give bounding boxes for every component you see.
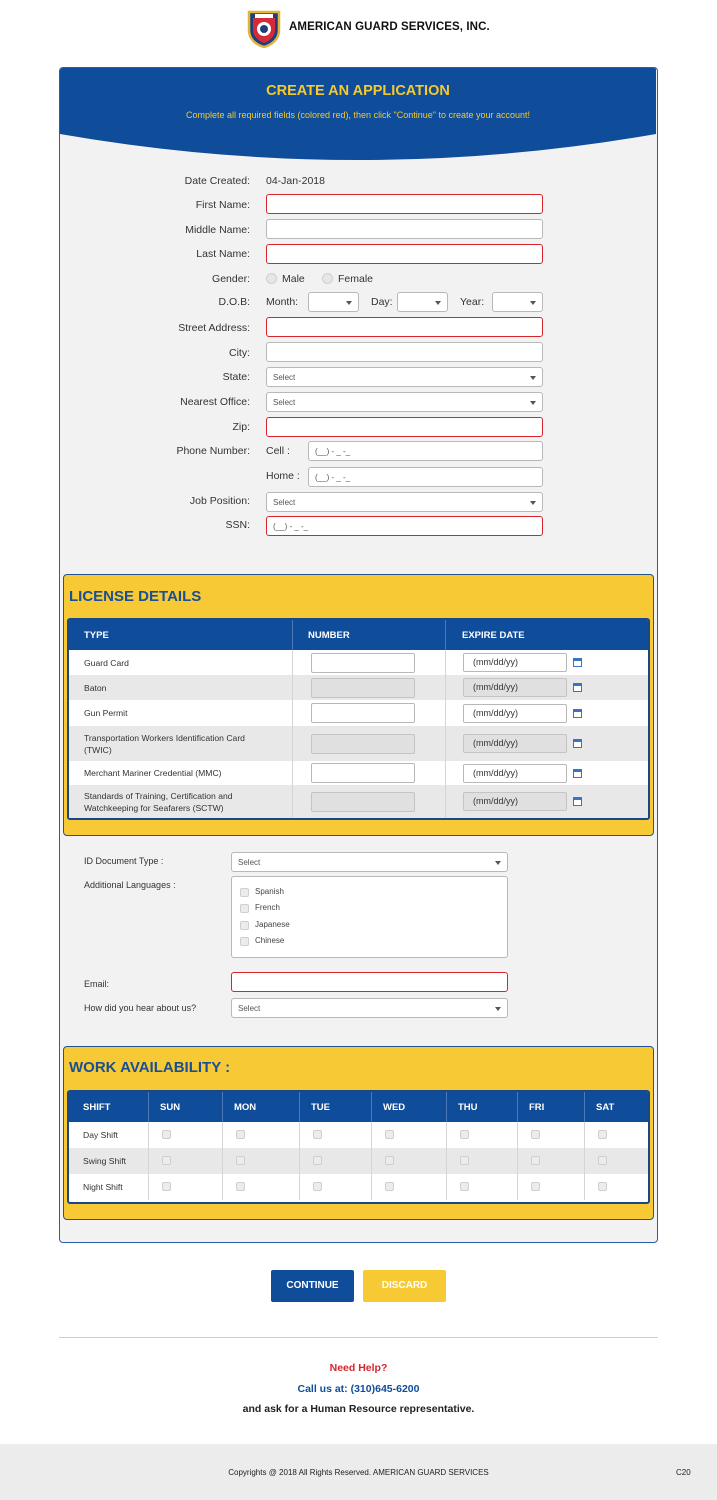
dob-year-label: Year: [460,296,485,308]
license-row [69,650,648,675]
availability-checkbox[interactable] [531,1182,540,1191]
job-position-select[interactable] [266,492,543,512]
availability-checkbox[interactable] [162,1156,171,1165]
license-row [69,700,648,726]
nearest-office-label: Nearest Office: [180,396,250,408]
col-day-sat: SAT [596,1102,615,1113]
continue-button[interactable]: CONTINUE [271,1270,354,1302]
middle-name-label: Middle Name: [185,224,250,236]
zip-label: Zip: [232,421,250,433]
availability-checkbox[interactable] [460,1156,469,1165]
license-table [67,618,650,820]
chevron-down-icon [530,301,536,305]
hear-about-label: How did you hear about us? [84,1003,197,1013]
chevron-down-icon [530,401,536,405]
lang-french-label: French [255,903,280,912]
state-label: State: [222,371,250,383]
ssn-label: SSN: [225,519,250,531]
last-name-input[interactable] [266,244,543,264]
license-row [69,726,648,761]
availability-table [67,1090,650,1204]
city-label: City: [229,347,250,359]
company-name: AMERICAN GUARD SERVICES, INC. [289,21,490,33]
availability-checkbox[interactable] [460,1182,469,1191]
page-title: CREATE AN APPLICATION [266,83,450,99]
home-phone-placeholder: (__) - _ -_ [315,473,351,482]
nearest-office-select[interactable] [266,392,543,412]
license-type: Transportation Workers Identification Card (TWIC) [84,732,245,755]
lang-chinese-label: Chinese [255,936,285,945]
license-expire-input: (mm/dd/yy) [463,678,567,697]
col-day-sun: SUN [160,1102,181,1113]
availability-checkbox[interactable] [385,1156,394,1165]
cell-label: Cell : [266,445,290,457]
hear-about-select[interactable] [231,998,508,1018]
availability-checkbox[interactable] [598,1182,607,1191]
email-input[interactable] [231,972,508,992]
email-label: Email: [84,979,110,989]
license-expire-input[interactable]: (mm/dd/yy) [463,704,567,723]
license-expire-input[interactable]: (mm/dd/yy) [463,653,567,672]
col-day-mon: MON [234,1102,257,1113]
ask-hr-text: and ask for a Human Resource representative. [242,1403,475,1415]
calendar-icon[interactable] [573,709,582,718]
dob-day-label: Day: [371,296,393,308]
col-number: NUMBER [308,630,350,641]
state-select[interactable] [266,367,543,387]
dob-day-select[interactable] [397,292,448,312]
lang-french-checkbox[interactable] [240,904,249,913]
gender-male-label: Male [282,273,305,285]
id-document-select[interactable] [231,852,508,872]
city-input[interactable] [266,342,543,362]
availability-checkbox[interactable] [236,1156,245,1165]
cell-phone-input[interactable] [308,441,543,461]
last-name-label: Last Name: [196,248,250,260]
lang-japanese-checkbox[interactable] [240,921,249,930]
calendar-icon[interactable] [573,769,582,778]
phone-number-label: Phone Number: [176,445,250,457]
availability-checkbox[interactable] [236,1182,245,1191]
job-position-value: Select [273,498,296,507]
gender-female-radio[interactable] [322,273,333,284]
license-number-input[interactable] [311,763,415,783]
lang-chinese-checkbox[interactable] [240,937,249,946]
hear-about-value: Select [238,1004,261,1013]
chevron-down-icon [346,301,352,305]
copyright-text: Copyrights @ 2018 All Rights Reserved. AMERICAN GUARD SERVICES [228,1468,489,1477]
col-shift: SHIFT [83,1102,111,1113]
street-address-input[interactable] [266,317,543,337]
shift-label: Day Shift [83,1130,118,1140]
need-help-text: Need Help? [329,1362,388,1374]
col-day-wed: WED [383,1102,406,1113]
id-document-value: Select [238,858,261,867]
availability-checkbox[interactable] [385,1182,394,1191]
home-phone-input[interactable] [308,467,543,487]
availability-checkbox[interactable] [598,1130,607,1139]
dob-year-select[interactable] [492,292,543,312]
chevron-down-icon [495,1007,501,1011]
gender-female-label: Female [338,273,374,285]
col-day-tue: TUE [311,1102,330,1113]
call-us-text: Call us at: (310)645-6200 [297,1383,420,1395]
street-address-label: Street Address: [178,322,250,334]
calendar-icon[interactable] [573,658,582,667]
availability-checkbox[interactable] [162,1130,171,1139]
work-availability-title: WORK AVAILABILITY : [69,1059,231,1076]
date-created-label: Date Created: [184,175,250,187]
license-row [69,761,648,785]
shift-label: Night Shift [83,1182,123,1192]
gender-label: Gender: [212,273,250,285]
date-created-value: 04-Jan-2018 [266,175,325,187]
col-day-fri: FRI [529,1102,545,1113]
license-number-input [311,792,415,812]
first-name-input[interactable] [266,194,543,214]
nearest-office-value: Select [273,398,296,407]
availability-row [69,1148,648,1174]
discard-button[interactable]: DISCARD [363,1270,446,1302]
availability-checkbox[interactable] [313,1182,322,1191]
license-type: Gun Permit [84,708,128,718]
zip-input[interactable] [266,417,543,437]
col-expire-date: EXPIRE DATE [462,630,525,641]
license-row [69,675,648,700]
languages-list [231,876,508,958]
license-expire-input: (mm/dd/yy) [463,792,567,811]
dob-month-select[interactable] [308,292,359,312]
job-position-label: Job Position: [189,495,250,507]
license-details-title: LICENSE DETAILS [69,588,202,605]
page-subtitle: Complete all required fields (colored red), then click "Continue" to create your account! [185,110,531,120]
availability-table-header [69,1092,648,1122]
availability-checkbox[interactable] [162,1182,171,1191]
dob-label: D.O.B: [218,296,250,308]
ssn-input[interactable] [266,516,543,536]
divider [59,1337,658,1338]
license-type: Baton [84,682,107,693]
availability-checkbox[interactable] [531,1156,540,1165]
middle-name-input[interactable] [266,219,543,239]
col-day-thu: THU [458,1102,478,1113]
page-footer [0,1444,717,1500]
availability-checkbox[interactable] [236,1130,245,1139]
ssn-placeholder: (__) - _ -_ [273,522,309,531]
availability-checkbox[interactable] [460,1130,469,1139]
license-number-input[interactable] [311,703,415,723]
availability-row [69,1122,648,1148]
availability-row [69,1174,648,1200]
home-label: Home : [266,470,300,482]
shift-label: Swing Shift [83,1156,126,1166]
additional-languages-label: Additional Languages : [84,880,176,890]
chevron-down-icon [495,861,501,865]
availability-checkbox[interactable] [598,1156,607,1165]
license-expire-input: (mm/dd/yy) [463,734,567,753]
lang-spanish-label: Spanish [255,887,284,896]
license-type: Merchant Mariner Credential (MMC) [84,768,222,778]
calendar-icon[interactable] [573,797,582,806]
calendar-icon[interactable] [573,683,582,692]
dob-month-label: Month: [266,296,299,308]
chevron-down-icon [530,501,536,505]
availability-checkbox[interactable] [531,1130,540,1139]
chevron-down-icon [435,301,441,305]
license-table-header [69,620,648,650]
work-availability-section [63,1046,654,1220]
license-type: Standards of Training, Certification and Watchkeeping for Seafarers (SCTW) [84,790,233,813]
first-name-label: First Name: [195,199,250,211]
application-banner [60,68,656,158]
col-type: TYPE [84,630,109,641]
license-number-input [311,678,415,698]
license-type: Guard Card [84,657,129,668]
availability-checkbox[interactable] [313,1130,322,1139]
state-select-value: Select [273,373,296,382]
cell-phone-placeholder: (__) - _ -_ [315,447,351,456]
gender-male-radio[interactable] [266,273,277,284]
availability-checkbox[interactable] [385,1130,394,1139]
page-header [0,0,717,60]
lang-japanese-label: Japanese [255,920,290,929]
id-document-label: ID Document Type : [84,856,164,866]
calendar-icon[interactable] [573,739,582,748]
availability-checkbox[interactable] [313,1156,322,1165]
chevron-down-icon [530,376,536,380]
lang-spanish-checkbox[interactable] [240,888,249,897]
footer-code: C20 [676,1468,691,1477]
license-number-input[interactable] [311,653,415,673]
license-row [69,785,648,818]
license-expire-input[interactable]: (mm/dd/yy) [463,764,567,783]
shield-badge-icon [247,10,281,48]
license-details-section [63,574,654,836]
application-card [59,67,658,1243]
license-number-input [311,734,415,754]
